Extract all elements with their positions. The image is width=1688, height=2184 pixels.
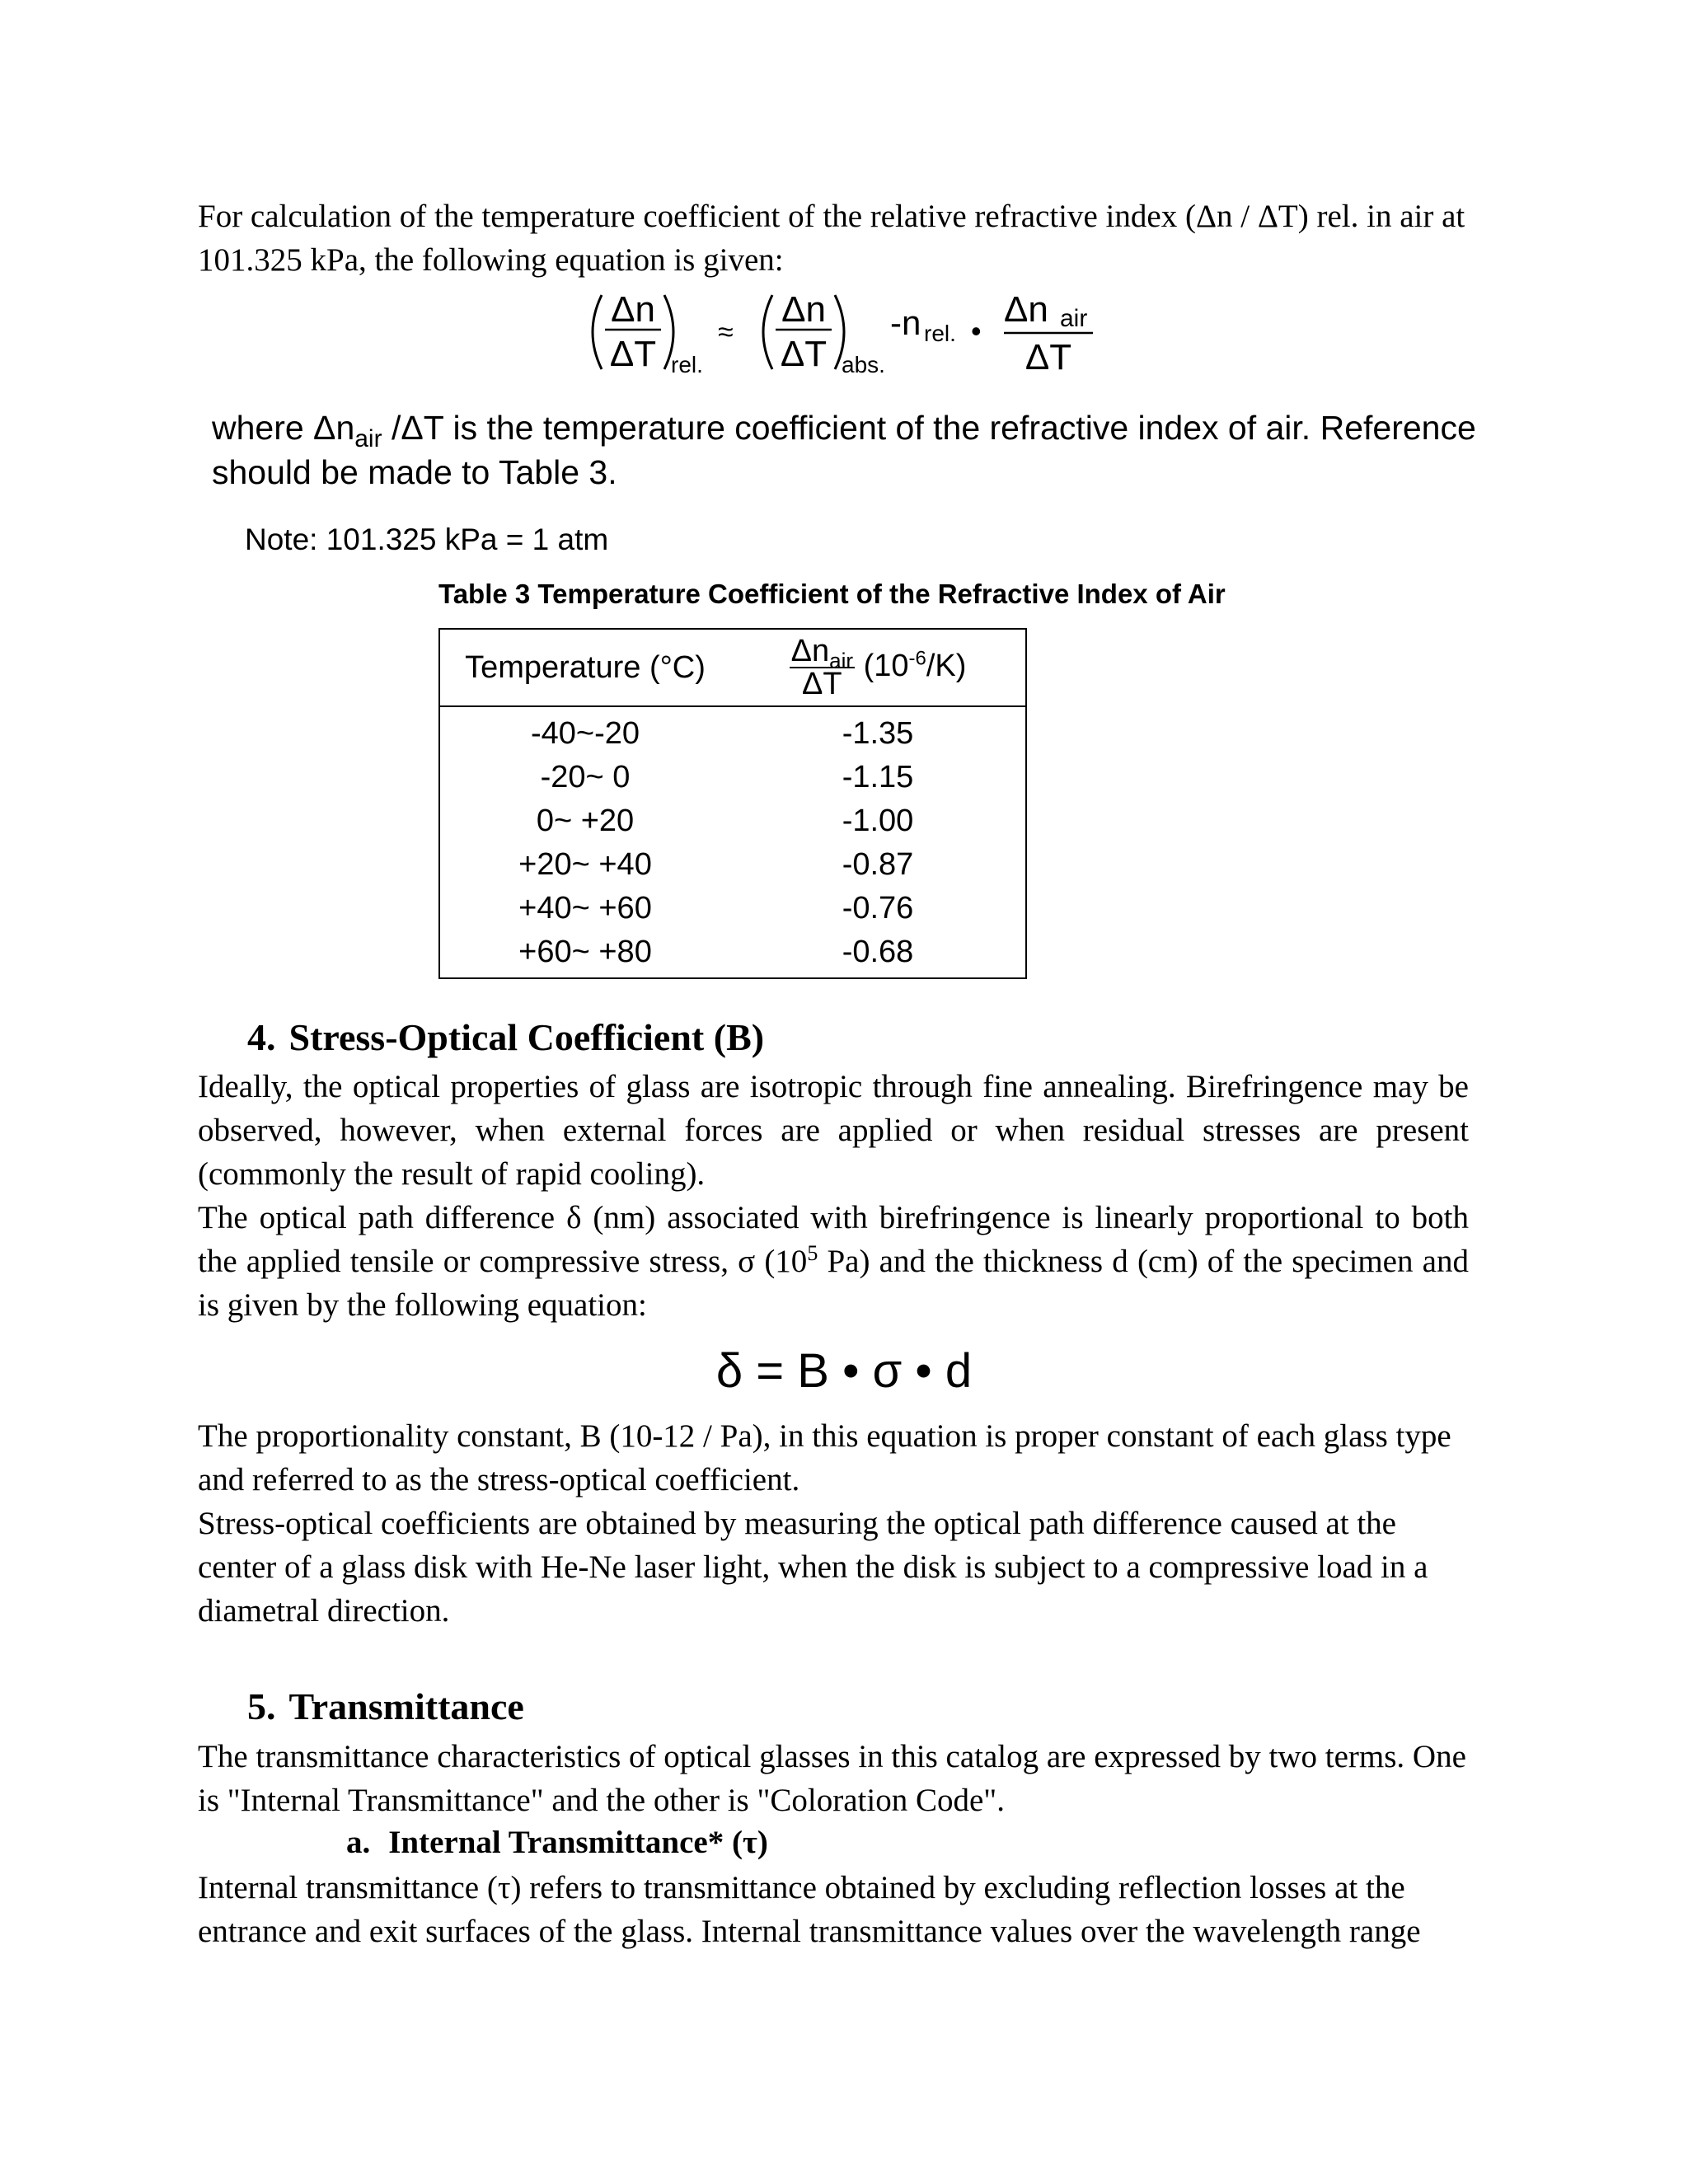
temp-cell: -20~ 0 [540, 760, 631, 794]
approx-sign: ≈ [718, 316, 734, 348]
eq1-abs-sub: abs. [842, 352, 885, 377]
section-5-paragraph-2: Internal transmittance (τ) refers to transmittance obtained by excluding reflection losses at the entrance and exit surfaces of the glass. Internal transmittance values over the wavelength range [198, 1870, 1421, 1949]
coef-unit-pre: (10 [855, 649, 909, 684]
section-4-paragraph-2 [198, 1196, 1469, 1327]
section-4-number: 4. [247, 1016, 276, 1058]
table-row [439, 887, 1026, 930]
eq1-den-1: ΔT [609, 334, 657, 374]
coef-den: ΔT [801, 667, 842, 701]
eq1-nrel-sub: rel. [924, 321, 956, 346]
coefficient-header [730, 629, 1026, 706]
eq1-nair-sub: air [1060, 305, 1088, 332]
where-post: /ΔT is the temperature coefficient of the refractive index of air. Reference should be made to Table 3. [212, 409, 1476, 491]
coefficient-fraction [790, 635, 855, 700]
coef-num: Δn [790, 634, 830, 668]
where-paragraph [212, 405, 1547, 494]
table-row [439, 843, 1026, 887]
value-cell: -0.68 [842, 935, 914, 969]
section-5-paragraph-1: The transmittance characteristics of optical glasses in this catalog are expressed by two terms. One is "Internal Transmittance" and the other is "Coloration Code". [198, 1739, 1466, 1818]
p2-exp: 5 [807, 1241, 818, 1265]
p2-pre: The optical path difference δ (nm) associated with birefringence is linearly proportional to both the applied tensile or compressive stress, σ (10 [198, 1200, 1469, 1279]
section-4-heading [247, 1015, 764, 1059]
subsection-a-label: a. [346, 1825, 371, 1860]
table-row [439, 930, 1026, 978]
temperature-header: Temperature (°C) [439, 629, 730, 706]
temp-cell: +20~ +40 [518, 847, 652, 882]
value-cell: -1.35 [842, 716, 914, 751]
eq1-nrel: -n [890, 303, 921, 342]
table-row [439, 706, 1026, 756]
eq1-rel-sub: rel. [671, 352, 703, 377]
section-4-title: Stress-Optical Coefficient (B) [288, 1016, 765, 1058]
section-4-paragraph-4: Stress-optical coefficients are obtained by measuring the optical path difference caused at the center of a glass disk with He-Ne laser light, when the disk is subject to a compressive load in a diametral direction. [198, 1506, 1428, 1629]
relative-coefficient-equation [584, 287, 1111, 386]
eq1-nair: Δn [1004, 289, 1048, 330]
intro-paragraph: For calculation of the temperature coefficient of the relative refractive index (Δn / ΔT) rel. in air at 101.325 kPa, the following equation is given: [198, 199, 1465, 278]
table-caption: Table 3 Temperature Coefficient of the Refractive Index of Air [438, 579, 1226, 609]
value-cell: -0.76 [842, 891, 914, 926]
eq1-den-2: ΔT [780, 334, 828, 374]
where-sub: air [354, 425, 382, 453]
section-5-title: Transmittance [288, 1685, 524, 1727]
coef-unit-post: /K) [926, 649, 967, 684]
value-cell: -1.15 [842, 760, 914, 794]
table-row [439, 756, 1026, 799]
temp-cell: 0~ +20 [536, 804, 635, 838]
subsection-a-heading [346, 1824, 768, 1861]
temp-cell: -40~-20 [530, 716, 640, 751]
air-coefficient-table [438, 628, 1027, 979]
temp-cell: +60~ +80 [518, 935, 652, 969]
value-cell: -0.87 [842, 847, 914, 882]
p2-post: Pa) and the thickness d (cm) of the specimen and is given by the following equation: [198, 1244, 1469, 1323]
table-row [439, 799, 1026, 843]
eq1-num-1: Δn [611, 289, 655, 330]
where-pre: where Δn [212, 409, 355, 447]
eq1-dot: • [971, 314, 982, 348]
subsection-a-title: Internal Transmittance* (τ) [388, 1825, 768, 1860]
coef-unit-exp: -6 [908, 647, 926, 670]
section-5-number: 5. [247, 1685, 276, 1727]
table-header-row [439, 629, 1026, 706]
section-5-heading [247, 1685, 524, 1728]
eq1-nair-den: ΔT [1025, 337, 1072, 377]
temp-cell: +40~ +60 [518, 891, 652, 926]
note-text: Note: 101.325 kPa = 1 atm [245, 523, 609, 556]
section-4-paragraph-1: Ideally, the optical properties of glass are isotropic through fine annealing. Birefringence may be observed, however, when external forces are applied or when residual stresses are present (commonly the result of rapid cooling). [198, 1069, 1469, 1192]
section-4-paragraph-3: The proportionality constant, B (10-12 / Pa), in this equation is proper constant of each glass type and referred to as the stress-optical coefficient. [198, 1418, 1451, 1497]
value-cell: -1.00 [842, 804, 914, 838]
coef-num-sub: air [829, 648, 854, 673]
eq1-num-2: Δn [781, 289, 826, 330]
stress-optical-equation: δ = B • σ • d [715, 1344, 973, 1398]
